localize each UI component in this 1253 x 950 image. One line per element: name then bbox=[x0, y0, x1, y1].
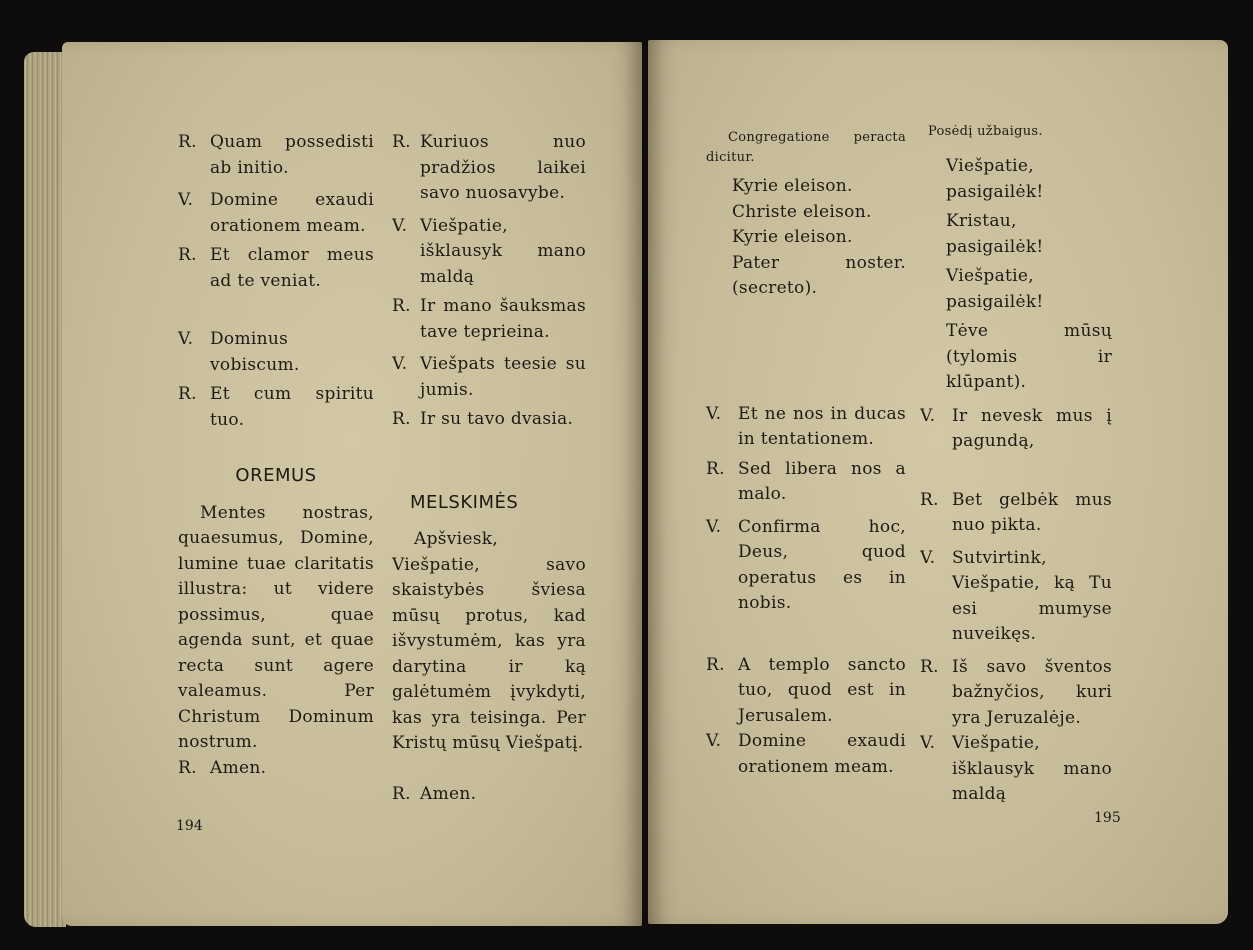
teve-musu-line: Tėve mūsų (tylomis ir klūpant). bbox=[946, 321, 1112, 392]
versicle-text: Viešpatie, išklausyk mano maldą bbox=[952, 733, 1112, 804]
response-1 bbox=[920, 488, 1112, 539]
versicle-text: Confirma hoc, Deus, quod operatus es in nobis. bbox=[738, 516, 906, 613]
versicle-text: Viešpats teesie su jumis. bbox=[420, 354, 586, 400]
amen-response bbox=[392, 782, 586, 808]
versicle-1 bbox=[178, 188, 374, 239]
kyrie-line: Viešpatie, pasigailėk! bbox=[946, 156, 1044, 202]
response-3 bbox=[392, 407, 586, 433]
versicle-text: Domine exaudi orationem meam. bbox=[738, 731, 906, 777]
left-page bbox=[62, 42, 642, 926]
versicle-2 bbox=[392, 352, 586, 403]
response-3 bbox=[178, 382, 374, 433]
response-1 bbox=[392, 130, 586, 207]
versicle-marker: V. bbox=[706, 516, 722, 537]
versicle-marker: V. bbox=[920, 547, 936, 568]
versicle-marker: V. bbox=[920, 733, 936, 753]
christe-line: Christe eleison. bbox=[732, 201, 872, 222]
versicle-3 bbox=[706, 729, 906, 780]
left-latin-column bbox=[178, 130, 374, 781]
response-2 bbox=[178, 243, 374, 294]
response-text: Et clamor meus ad te veniat. bbox=[210, 245, 374, 291]
page-number-left: 194 bbox=[176, 818, 203, 834]
versicle-marker: V. bbox=[178, 329, 194, 349]
versicle-text: Ir nevesk mus į pagundą, bbox=[952, 405, 1112, 451]
response-marker: R. bbox=[920, 489, 939, 510]
response-2 bbox=[392, 294, 586, 345]
page-number-right: 195 bbox=[1094, 810, 1121, 826]
amen-response bbox=[178, 756, 374, 782]
response-marker: R. bbox=[178, 245, 197, 265]
right-lithuanian-column bbox=[920, 122, 1112, 808]
response-marker: R. bbox=[392, 409, 411, 429]
pater-noster-line: Pater noster. (secreto). bbox=[732, 252, 906, 298]
oremus-heading: OREMUS bbox=[235, 465, 317, 486]
response-text: Sed libera nos a malo. bbox=[738, 458, 906, 504]
latin-prayer: Mentes nostras, quaesumus, Domine, lumine tuae claritatis illustra: ut videre possimus, quae agenda sunt, et quae recta sunt agere valeamus. Per Christum Dominum nostrum. bbox=[178, 502, 374, 752]
kyrie-line-2: Kyrie eleison. bbox=[732, 227, 853, 247]
response-1 bbox=[706, 457, 906, 508]
response-marker: R. bbox=[392, 296, 411, 316]
response-marker: R. bbox=[392, 132, 411, 152]
response-text: Et cum spiritu tuo. bbox=[210, 384, 374, 430]
response-text: Ir su tavo dvasia. bbox=[420, 409, 574, 429]
versicle-marker: V. bbox=[392, 215, 408, 236]
christe-line: Kristau, pasigailėk! bbox=[946, 211, 1044, 257]
versicle-1 bbox=[920, 404, 1112, 455]
kyrie-line-2: Viešpatie, pasigailėk! bbox=[946, 266, 1044, 312]
versicle-marker: V. bbox=[392, 354, 408, 374]
response-1 bbox=[178, 130, 374, 181]
response-marker: R. bbox=[706, 654, 725, 675]
versicle-2 bbox=[706, 515, 906, 617]
lithuanian-rubric: Posėdį užbaigus. bbox=[928, 124, 1043, 139]
right-latin-column bbox=[706, 128, 906, 780]
versicle-1 bbox=[392, 214, 586, 291]
response-text: Amen. bbox=[420, 783, 477, 804]
versicle-text: Dominus vobiscum. bbox=[210, 329, 300, 375]
melskimes-heading: MELSKIMĖS bbox=[410, 491, 519, 513]
kyrie-line: Kyrie eleison. bbox=[732, 176, 853, 196]
response-marker: R. bbox=[920, 656, 939, 677]
lithuanian-prayer: Apšviesk, Viešpatie, savo skaistybės šviesa mūsų protus, kad išvystumėm, kas yra darytina ir ką galėtumėm įvykdyti, kas yra teisinga. Per Kristų mūsų Viešpatį. bbox=[392, 529, 586, 753]
versicle-marker: V. bbox=[178, 190, 194, 210]
right-page bbox=[648, 40, 1228, 924]
response-marker: R. bbox=[392, 783, 411, 804]
response-text: A templo sancto tuo, quod est in Jerusalem. bbox=[738, 654, 906, 726]
versicle-text: Domine exaudi orationem meam. bbox=[210, 190, 374, 236]
versicle-1 bbox=[706, 402, 906, 453]
versicle-text: Et ne nos in ducas in tentationem. bbox=[738, 403, 906, 449]
response-text: Iš savo šventos bažnyčios, kuri yra Jeruzalėje. bbox=[952, 656, 1112, 728]
response-2 bbox=[920, 655, 1112, 732]
response-text: Bet gelbėk mus nuo pikta. bbox=[952, 489, 1112, 535]
versicle-marker: V. bbox=[706, 403, 722, 424]
response-text: Ir mano šauksmas tave teprieina. bbox=[420, 296, 586, 342]
versicle-text: Sutvirtink, Viešpatie, ką Tu esi mumyse nuveikęs. bbox=[952, 547, 1112, 644]
response-marker: R. bbox=[178, 757, 197, 778]
versicle-3 bbox=[920, 731, 1112, 808]
response-marker: R. bbox=[706, 458, 725, 479]
versicle-text: Viešpatie, išklausyk mano maldą bbox=[420, 215, 586, 287]
versicle-marker: V. bbox=[920, 405, 936, 426]
response-marker: R. bbox=[178, 132, 197, 152]
response-2 bbox=[706, 653, 906, 730]
versicle-marker: V. bbox=[706, 731, 722, 751]
response-text: Amen. bbox=[210, 757, 267, 778]
latin-rubric: Congregatione peracta dicitur. bbox=[706, 130, 906, 165]
left-lithuanian-column bbox=[392, 130, 586, 807]
page-edges bbox=[24, 52, 66, 927]
response-text: Quam possedisti ab initio. bbox=[210, 132, 374, 178]
versicle-2 bbox=[178, 327, 374, 378]
response-marker: R. bbox=[178, 384, 197, 404]
versicle-2 bbox=[920, 546, 1112, 648]
response-text: Kuriuos nuo pradžios laikei savo nuosavybe. bbox=[420, 132, 586, 203]
